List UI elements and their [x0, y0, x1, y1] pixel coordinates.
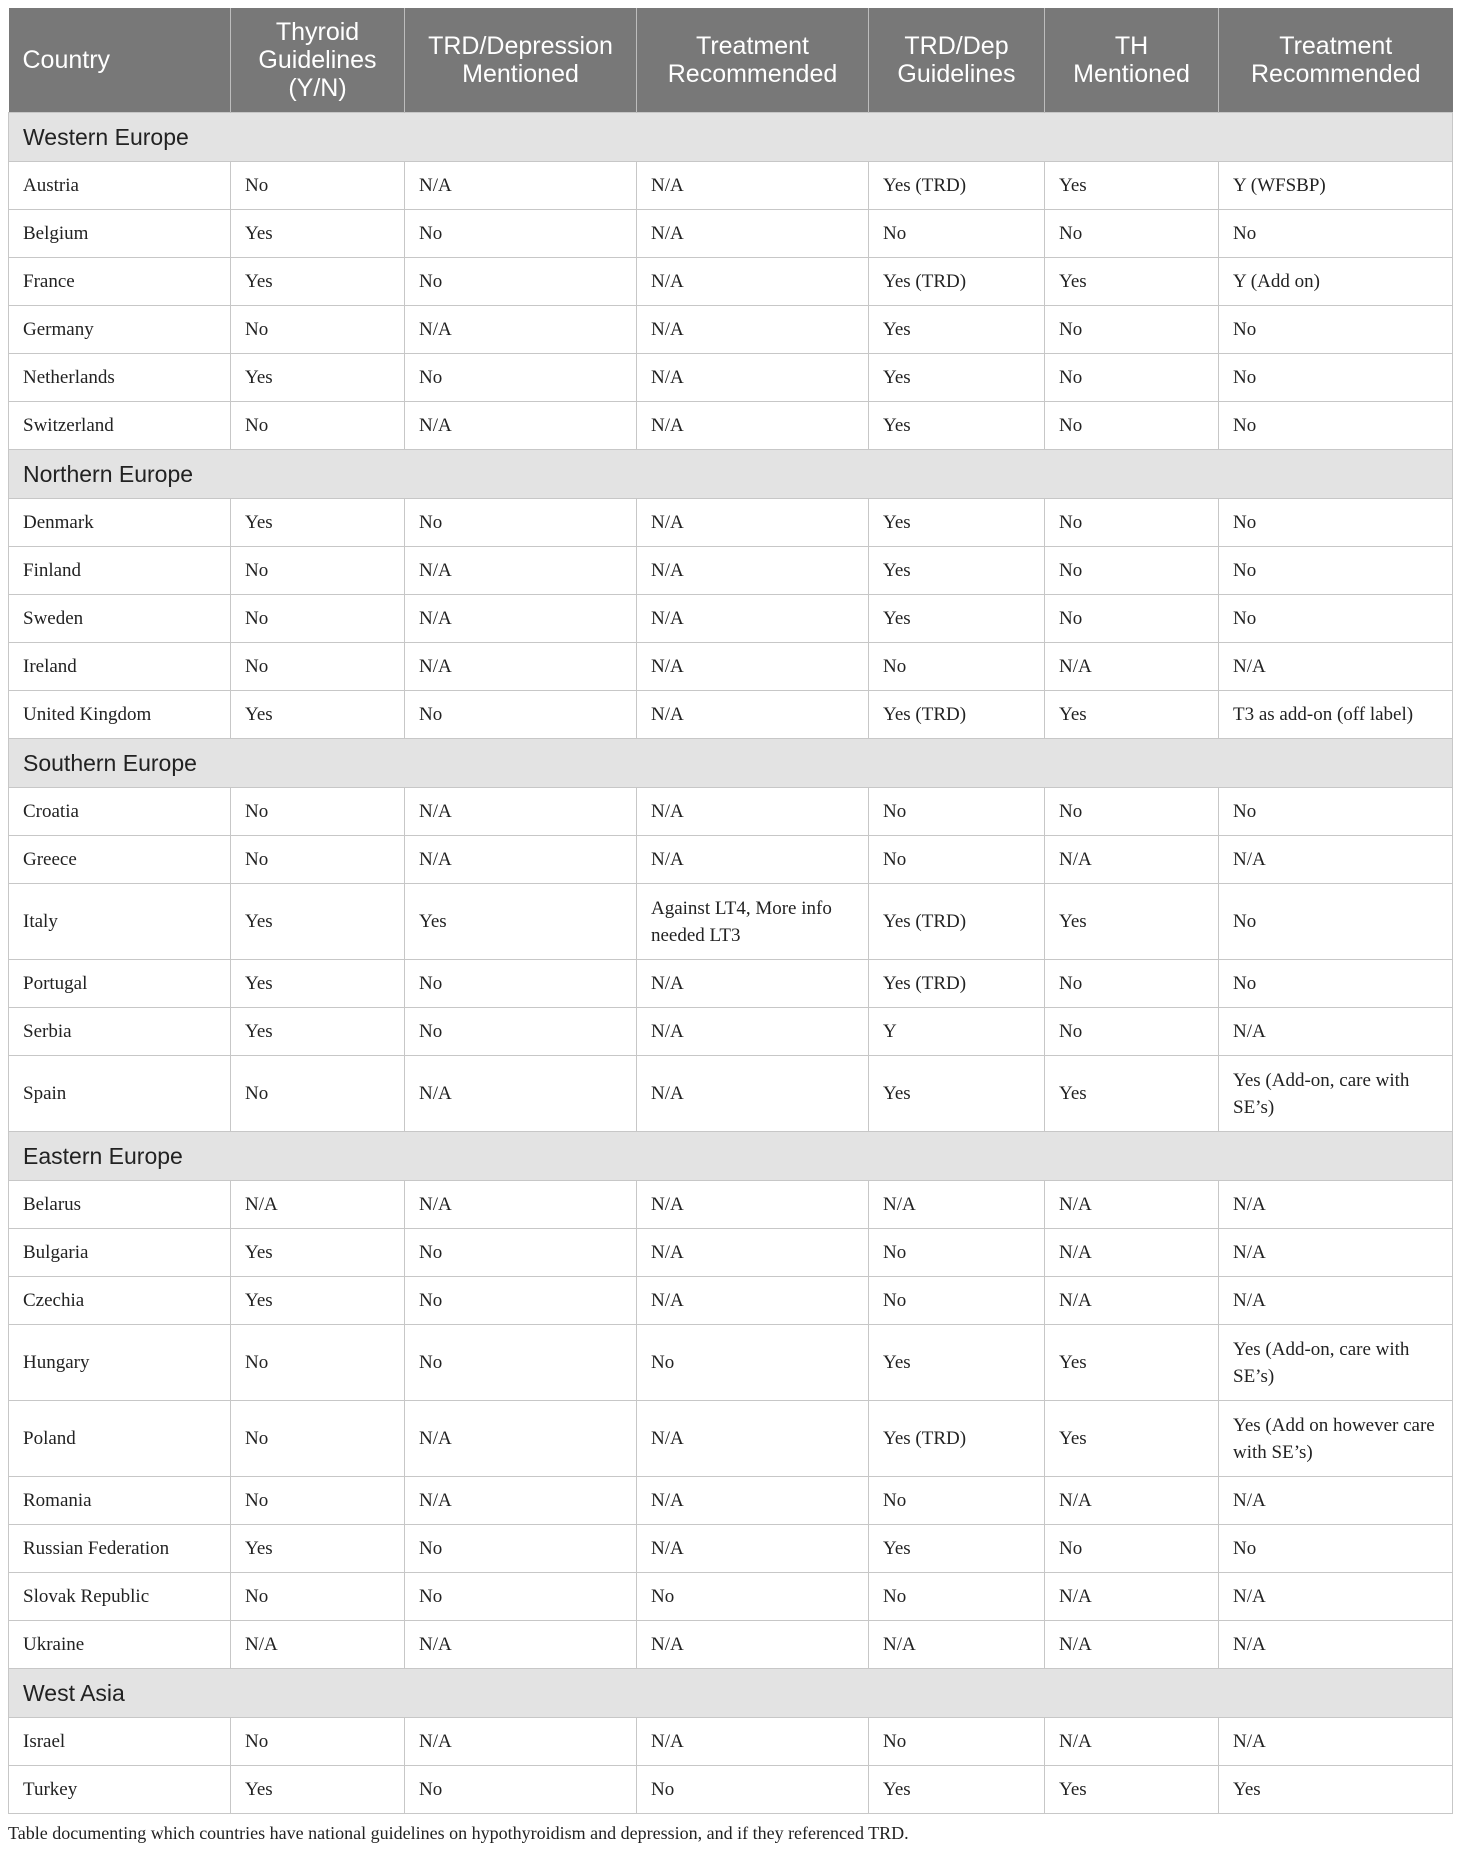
table-cell: Yes — [405, 884, 637, 960]
table-row — [9, 836, 1453, 884]
table-cell: No — [231, 402, 405, 450]
table-cell: No — [405, 1229, 637, 1277]
table-cell: No — [869, 788, 1045, 836]
table-cell: Yes — [231, 1229, 405, 1277]
table-cell: N/A — [1045, 1229, 1219, 1277]
country-cell: Hungary — [9, 1325, 231, 1401]
table-cell: N/A — [637, 258, 869, 306]
table-cell: No — [405, 1277, 637, 1325]
country-cell: Israel — [9, 1718, 231, 1766]
table-cell: No — [869, 210, 1045, 258]
table-cell: Yes — [1045, 1325, 1219, 1401]
table-row — [9, 1325, 1453, 1401]
country-cell: Finland — [9, 547, 231, 595]
table-cell: N/A — [637, 499, 869, 547]
table-cell: Yes — [869, 306, 1045, 354]
table-row — [9, 402, 1453, 450]
table-cell: No — [1045, 402, 1219, 450]
table-cell: Yes (TRD) — [869, 258, 1045, 306]
country-cell: Romania — [9, 1477, 231, 1525]
country-cell: Belgium — [9, 210, 231, 258]
region-label: Southern Europe — [9, 739, 1453, 788]
country-cell: Russian Federation — [9, 1525, 231, 1573]
table-cell: N/A — [637, 960, 869, 1008]
table-cell: Yes — [1045, 1766, 1219, 1814]
table-cell: No — [405, 960, 637, 1008]
table-row — [9, 1056, 1453, 1132]
table-cell: N/A — [405, 1718, 637, 1766]
table-cell: N/A — [1045, 1718, 1219, 1766]
country-cell: Greece — [9, 836, 231, 884]
table-cell: N/A — [637, 1525, 869, 1573]
table-cell: No — [405, 691, 637, 739]
region-label: Eastern Europe — [9, 1132, 1453, 1181]
table-cell: Yes (TRD) — [869, 960, 1045, 1008]
country-cell: Austria — [9, 162, 231, 210]
table-row — [9, 162, 1453, 210]
country-cell: Denmark — [9, 499, 231, 547]
header-th-mentioned: TH Mentioned — [1045, 8, 1219, 113]
region-row — [9, 450, 1453, 499]
table-cell: N/A — [1045, 1277, 1219, 1325]
table-cell: N/A — [1045, 1573, 1219, 1621]
table-cell: No — [1219, 595, 1453, 643]
table-cell: Against LT4, More info needed LT3 — [637, 884, 869, 960]
table-cell: Y — [869, 1008, 1045, 1056]
table-cell: N/A — [869, 1181, 1045, 1229]
table-cell: N/A — [1045, 1181, 1219, 1229]
table-cell: No — [869, 836, 1045, 884]
country-cell: Belarus — [9, 1181, 231, 1229]
region-label: West Asia — [9, 1669, 1453, 1718]
table-row — [9, 1401, 1453, 1477]
table-cell: Yes — [231, 1008, 405, 1056]
table-cell: N/A — [231, 1181, 405, 1229]
table-cell: No — [231, 1718, 405, 1766]
table-row — [9, 1181, 1453, 1229]
table-row — [9, 691, 1453, 739]
table-cell: No — [869, 1477, 1045, 1525]
region-row — [9, 1132, 1453, 1181]
country-cell: Croatia — [9, 788, 231, 836]
table-cell: Yes (TRD) — [869, 1401, 1045, 1477]
table-cell: N/A — [1219, 643, 1453, 691]
country-cell: United Kingdom — [9, 691, 231, 739]
table-cell: No — [405, 499, 637, 547]
table-cell: Y (WFSBP) — [1219, 162, 1453, 210]
table-cell: N/A — [637, 1477, 869, 1525]
table-cell: Yes — [231, 1766, 405, 1814]
table-cell: N/A — [637, 306, 869, 354]
table-cell: N/A — [637, 162, 869, 210]
country-cell: Portugal — [9, 960, 231, 1008]
table-row — [9, 1008, 1453, 1056]
table-cell: No — [1219, 210, 1453, 258]
table-cell: N/A — [637, 1401, 869, 1477]
region-label: Western Europe — [9, 113, 1453, 162]
country-cell: Italy — [9, 884, 231, 960]
table-cell: No — [405, 1525, 637, 1573]
table-row — [9, 354, 1453, 402]
table-caption: Table documenting which countries have national guidelines on hypothyroidism and depression, and if they referenced TRD. — [8, 1823, 909, 1843]
table-cell: No — [405, 258, 637, 306]
table-cell: Yes (Add-on, care with SE’s) — [1219, 1056, 1453, 1132]
region-row — [9, 1669, 1453, 1718]
table-cell: No — [1045, 960, 1219, 1008]
table-cell: N/A — [637, 402, 869, 450]
region-row — [9, 113, 1453, 162]
table-cell: N/A — [637, 1008, 869, 1056]
table-cell: Yes (TRD) — [869, 691, 1045, 739]
table-cell: N/A — [405, 1477, 637, 1525]
table-cell: N/A — [1219, 1573, 1453, 1621]
table-row — [9, 1621, 1453, 1669]
table-cell: Yes — [869, 499, 1045, 547]
table-cell: N/A — [637, 210, 869, 258]
table-cell: N/A — [637, 595, 869, 643]
table-cell: Yes (Add-on, care with SE’s) — [1219, 1325, 1453, 1401]
table-cell: No — [1219, 788, 1453, 836]
table-cell: Yes — [231, 258, 405, 306]
table-row — [9, 960, 1453, 1008]
table-cell: No — [637, 1573, 869, 1621]
table-row — [9, 499, 1453, 547]
table-row — [9, 788, 1453, 836]
country-cell: Turkey — [9, 1766, 231, 1814]
table-cell: No — [405, 1766, 637, 1814]
table-cell: No — [231, 1477, 405, 1525]
country-cell: Czechia — [9, 1277, 231, 1325]
table-cell: Yes — [1045, 884, 1219, 960]
table-cell: Yes — [869, 1325, 1045, 1401]
table-cell: No — [1219, 960, 1453, 1008]
table-cell: N/A — [405, 1401, 637, 1477]
country-cell: Spain — [9, 1056, 231, 1132]
country-cell: France — [9, 258, 231, 306]
table-cell: Yes (TRD) — [869, 162, 1045, 210]
table-cell: Yes — [869, 1766, 1045, 1814]
header-trd-dep-guidelines: TRD/Dep Guidelines — [869, 8, 1045, 113]
table-cell: T3 as add-on (off label) — [1219, 691, 1453, 739]
table-row — [9, 1573, 1453, 1621]
guidelines-table — [8, 8, 1453, 1814]
table-cell: No — [231, 1573, 405, 1621]
table-cell: No — [1219, 499, 1453, 547]
table-cell: N/A — [637, 1229, 869, 1277]
table-cell: Yes (Add on however care with SE’s) — [1219, 1401, 1453, 1477]
table-cell: No — [1045, 210, 1219, 258]
table-cell: No — [1045, 595, 1219, 643]
table-cell: Yes — [869, 1056, 1045, 1132]
table-cell: Yes — [231, 354, 405, 402]
table-cell: Yes — [869, 547, 1045, 595]
table-cell: No — [1219, 884, 1453, 960]
table-cell: Y (Add on) — [1219, 258, 1453, 306]
country-cell: Germany — [9, 306, 231, 354]
table-cell: Yes — [1045, 691, 1219, 739]
table-row — [9, 884, 1453, 960]
table-cell: Yes (TRD) — [869, 884, 1045, 960]
table-cell: Yes — [231, 1277, 405, 1325]
table-cell: No — [1045, 499, 1219, 547]
header-country: Country — [9, 8, 231, 113]
table-cell: No — [231, 643, 405, 691]
table-cell: N/A — [637, 1056, 869, 1132]
table-cell: No — [405, 210, 637, 258]
table-cell: No — [869, 1573, 1045, 1621]
table-cell: No — [1045, 1525, 1219, 1573]
table-cell: N/A — [1219, 1181, 1453, 1229]
country-cell: Switzerland — [9, 402, 231, 450]
table-cell: N/A — [637, 691, 869, 739]
table-cell: Yes — [231, 884, 405, 960]
table-cell: N/A — [405, 643, 637, 691]
table-cell: N/A — [637, 1718, 869, 1766]
header-row — [9, 8, 1453, 113]
table-cell: N/A — [1219, 836, 1453, 884]
table-cell: Yes — [231, 1525, 405, 1573]
country-cell: Ukraine — [9, 1621, 231, 1669]
table-cell: N/A — [405, 1056, 637, 1132]
table-cell: N/A — [1045, 643, 1219, 691]
country-cell: Poland — [9, 1401, 231, 1477]
table-cell: N/A — [405, 1181, 637, 1229]
table-cell: Yes — [231, 210, 405, 258]
table-cell: No — [1219, 402, 1453, 450]
table-cell: No — [869, 1277, 1045, 1325]
table-cell: No — [231, 162, 405, 210]
table-cell: Yes — [1219, 1766, 1453, 1814]
country-cell: Ireland — [9, 643, 231, 691]
table-row — [9, 643, 1453, 691]
table-cell: Yes — [869, 402, 1045, 450]
table-row — [9, 1766, 1453, 1814]
table-cell: N/A — [1219, 1008, 1453, 1056]
table-cell: No — [1045, 788, 1219, 836]
table-cell: No — [869, 1718, 1045, 1766]
table-cell: N/A — [1045, 1477, 1219, 1525]
table-cell: N/A — [637, 354, 869, 402]
table-cell: Yes — [1045, 1401, 1219, 1477]
table-cell: Yes — [1045, 1056, 1219, 1132]
table-cell: N/A — [1045, 1621, 1219, 1669]
table-cell: N/A — [637, 1621, 869, 1669]
table-cell: N/A — [637, 1181, 869, 1229]
table-cell: N/A — [637, 1277, 869, 1325]
table-cell: N/A — [405, 595, 637, 643]
table-cell: No — [637, 1766, 869, 1814]
table-cell: N/A — [1045, 836, 1219, 884]
table-cell: N/A — [1219, 1718, 1453, 1766]
table-cell: N/A — [869, 1621, 1045, 1669]
table-cell: No — [1219, 1525, 1453, 1573]
table-cell: No — [231, 1401, 405, 1477]
header-treatment-recommended-thyroid: Treatment Recommended — [637, 8, 869, 113]
table-cell: N/A — [231, 1621, 405, 1669]
table-cell: No — [231, 595, 405, 643]
table-cell: N/A — [405, 1621, 637, 1669]
table-row — [9, 547, 1453, 595]
table-cell: N/A — [405, 788, 637, 836]
table-cell: No — [405, 354, 637, 402]
table-cell: No — [1219, 354, 1453, 402]
table-cell: N/A — [405, 836, 637, 884]
region-row — [9, 739, 1453, 788]
table-cell: No — [869, 1229, 1045, 1277]
table-cell: No — [231, 836, 405, 884]
table-cell: N/A — [637, 547, 869, 595]
country-cell: Serbia — [9, 1008, 231, 1056]
table-cell: Yes — [1045, 162, 1219, 210]
table-cell: No — [405, 1573, 637, 1621]
table-cell: No — [1045, 354, 1219, 402]
table-cell: No — [1219, 547, 1453, 595]
table-cell: No — [231, 547, 405, 595]
table-row — [9, 1477, 1453, 1525]
table-row — [9, 258, 1453, 306]
table-cell: N/A — [405, 547, 637, 595]
table-body — [9, 113, 1453, 1814]
table-row — [9, 1229, 1453, 1277]
country-cell: Sweden — [9, 595, 231, 643]
table-cell: N/A — [405, 402, 637, 450]
table-cell: N/A — [405, 306, 637, 354]
table-cell: No — [637, 1325, 869, 1401]
table-container — [8, 8, 1452, 1844]
region-label: Northern Europe — [9, 450, 1453, 499]
table-cell: No — [231, 306, 405, 354]
table-cell: Yes — [231, 691, 405, 739]
table-row — [9, 595, 1453, 643]
table-cell: N/A — [637, 643, 869, 691]
table-row — [9, 1525, 1453, 1573]
table-row — [9, 306, 1453, 354]
table-cell: N/A — [637, 788, 869, 836]
table-cell: N/A — [405, 162, 637, 210]
table-cell: N/A — [1219, 1229, 1453, 1277]
header-trd-depression-mentioned: TRD/Depression Mentioned — [405, 8, 637, 113]
table-cell: N/A — [637, 836, 869, 884]
table-cell: No — [231, 788, 405, 836]
table-row — [9, 1277, 1453, 1325]
header-treatment-recommended-trd: Treatment Recommended — [1219, 8, 1453, 113]
table-cell: Yes — [869, 1525, 1045, 1573]
table-cell: N/A — [1219, 1621, 1453, 1669]
header-thyroid-guidelines: Thyroid Guidelines (Y/N) — [231, 8, 405, 113]
country-cell: Bulgaria — [9, 1229, 231, 1277]
country-cell: Slovak Republic — [9, 1573, 231, 1621]
table-cell: N/A — [1219, 1277, 1453, 1325]
table-cell: Yes — [1045, 258, 1219, 306]
table-cell: No — [1045, 547, 1219, 595]
table-cell: No — [1045, 306, 1219, 354]
table-cell: No — [231, 1056, 405, 1132]
country-cell: Netherlands — [9, 354, 231, 402]
table-row — [9, 1718, 1453, 1766]
table-cell: N/A — [1219, 1477, 1453, 1525]
table-cell: No — [405, 1325, 637, 1401]
table-cell: Yes — [869, 595, 1045, 643]
table-cell: Yes — [231, 960, 405, 1008]
table-cell: No — [1045, 1008, 1219, 1056]
table-cell: No — [1219, 306, 1453, 354]
table-cell: No — [231, 1325, 405, 1401]
table-cell: Yes — [869, 354, 1045, 402]
table-row — [9, 210, 1453, 258]
table-cell: No — [869, 643, 1045, 691]
table-cell: Yes — [231, 499, 405, 547]
table-cell: No — [405, 1008, 637, 1056]
